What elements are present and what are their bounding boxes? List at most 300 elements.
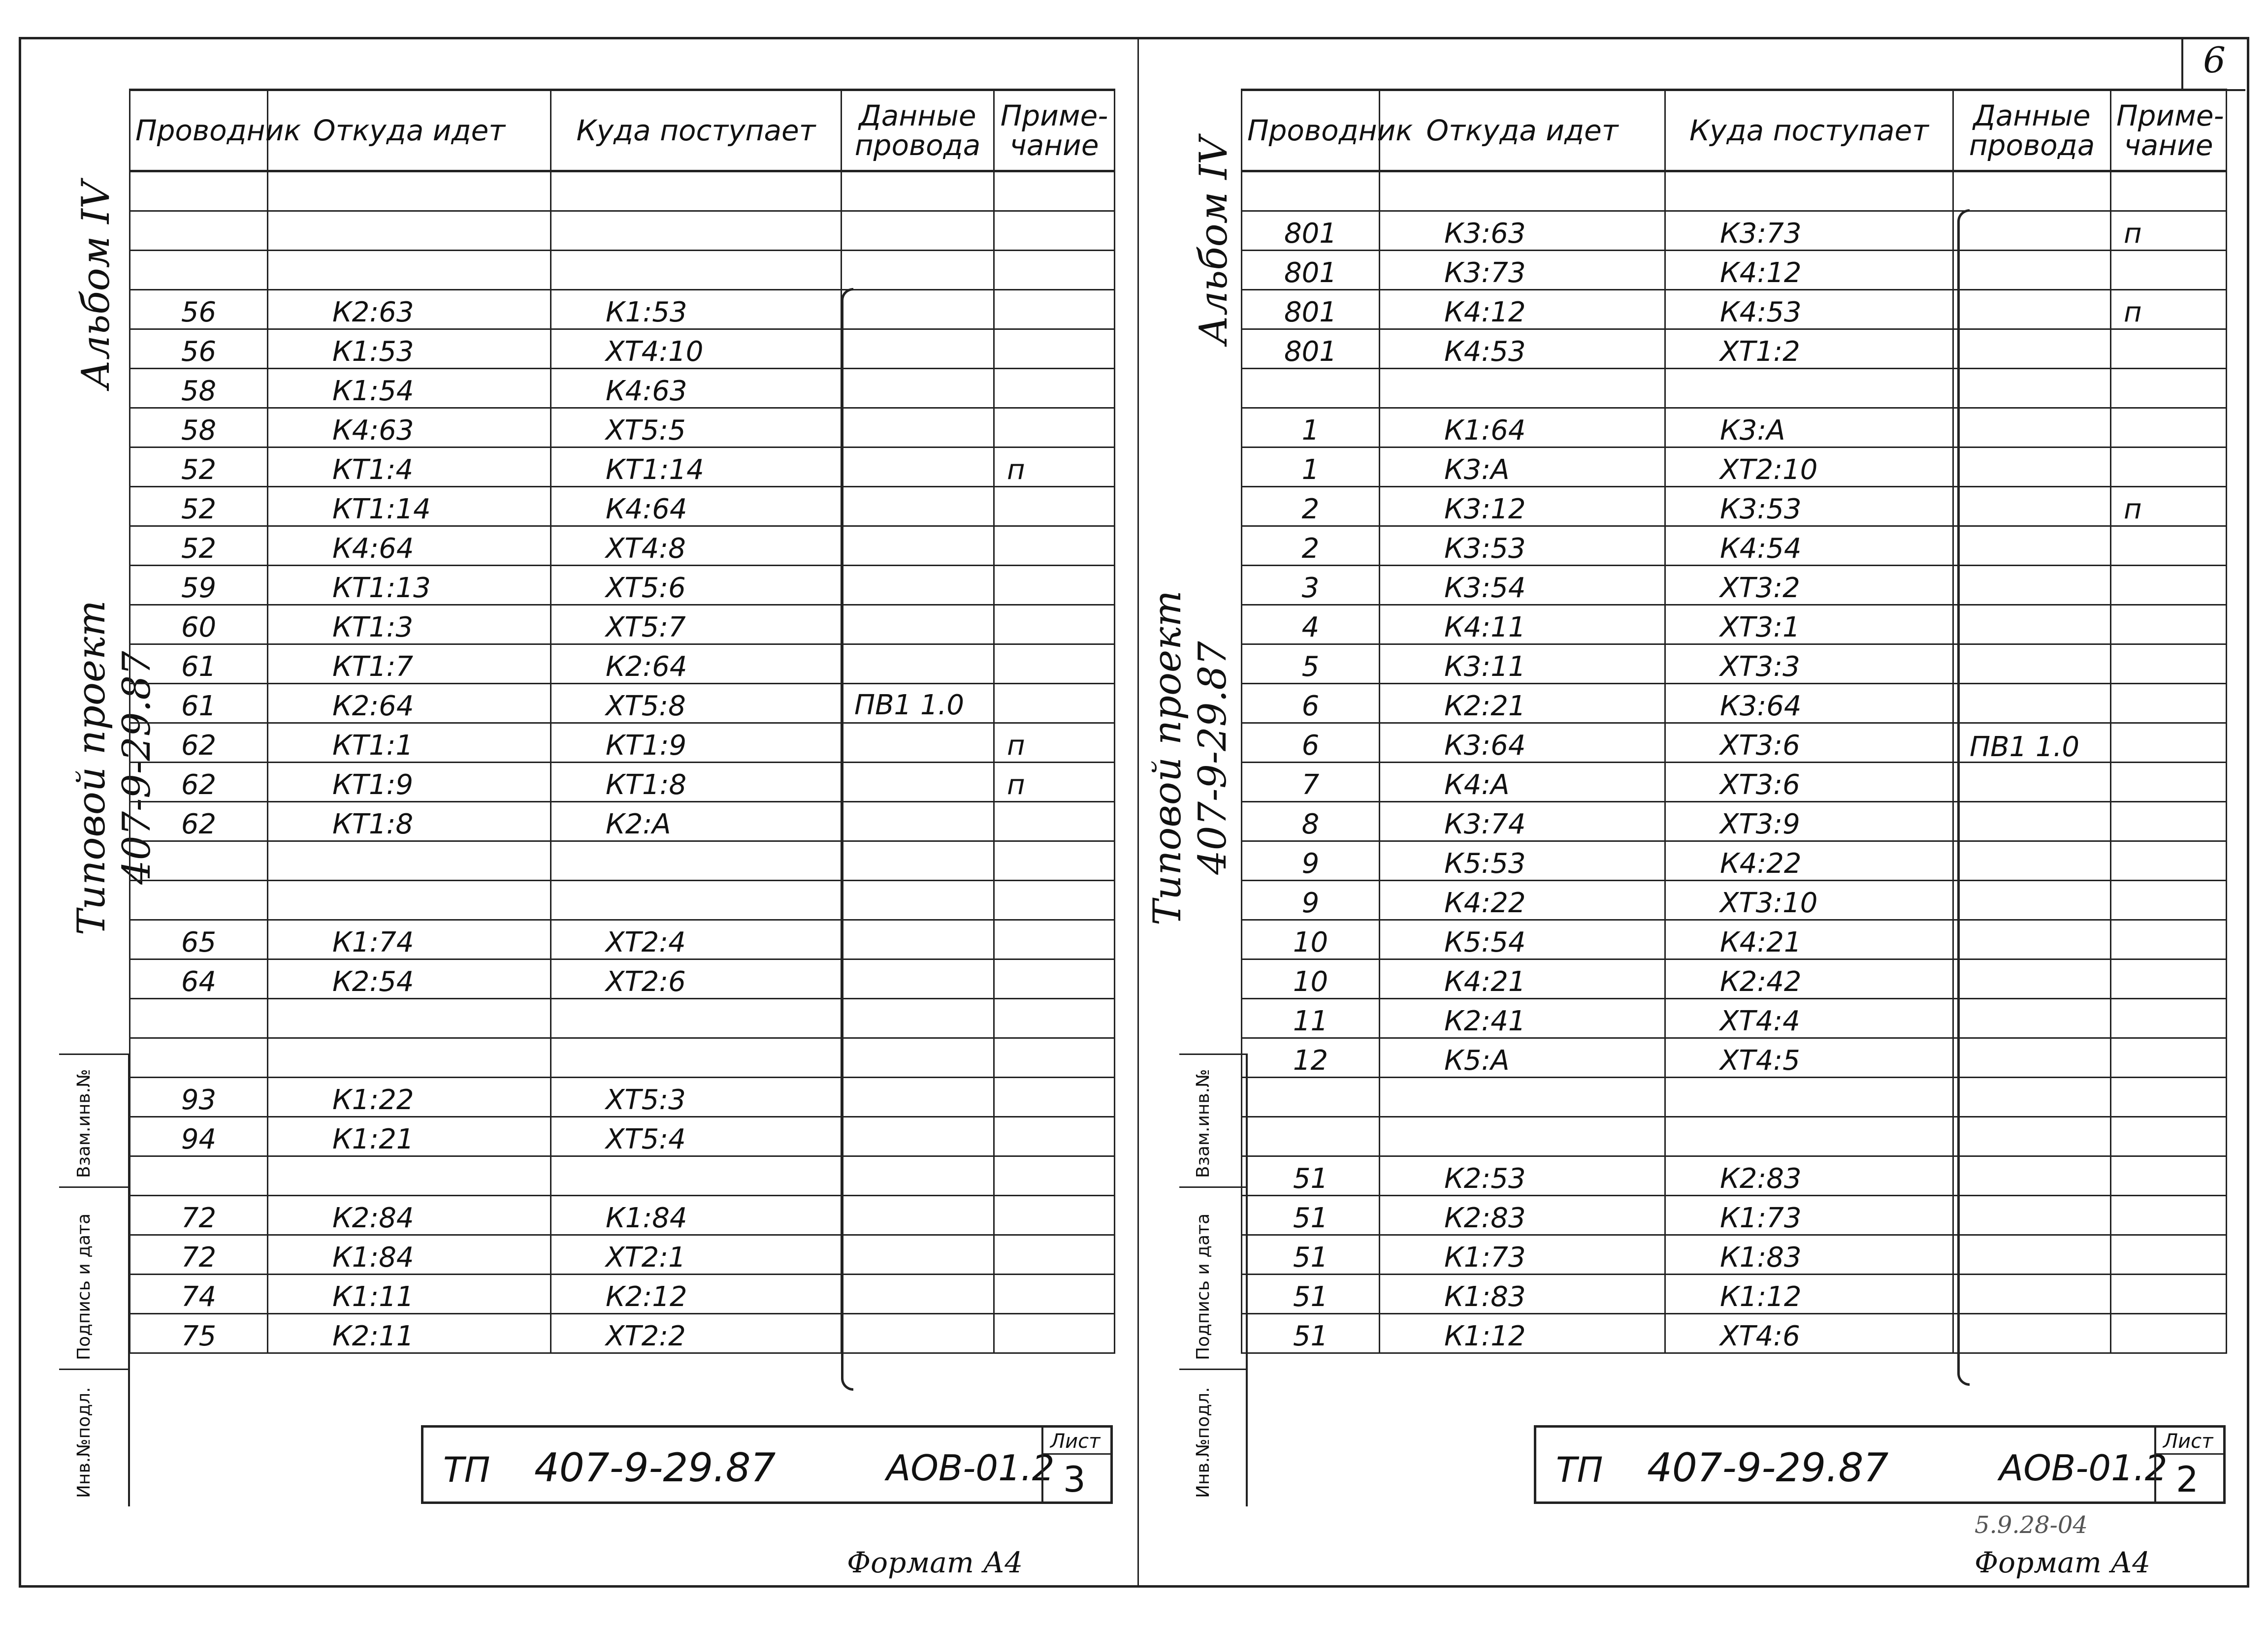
cell-from (1380, 171, 1665, 211)
tb-doc: АОВ-01.2 (1999, 1447, 2168, 1489)
cell-from: КТ1:8 (268, 802, 551, 841)
cell-from: К3:12 (1380, 487, 1665, 526)
cell-note (2111, 171, 2227, 211)
cell-conductor: 3 (1242, 566, 1380, 605)
cell-conductor: 11 (1242, 999, 1380, 1038)
wire-brace-left (841, 288, 853, 1391)
table-row (1242, 251, 2227, 290)
cell-from: К2:54 (268, 959, 551, 999)
cell-conductor (1242, 1078, 1380, 1117)
cell-wire-data (1953, 566, 2111, 605)
header-to: Куда поступает (551, 90, 842, 171)
cell-conductor: 65 (130, 920, 268, 959)
cell-conductor: 1 (1242, 447, 1380, 487)
tb-sheet-label-box: Лист (2154, 1428, 2223, 1455)
table-row (1242, 999, 2227, 1038)
cell-wire-data (842, 881, 994, 920)
cell-note (2111, 1117, 2227, 1156)
cell-conductor: 56 (130, 290, 268, 329)
cell-conductor: 51 (1242, 1314, 1380, 1353)
table-row (1242, 1235, 2227, 1275)
format-label-left: Формат А4 (847, 1546, 1023, 1579)
header-note: Приме- чание (2111, 90, 2227, 171)
cell-conductor: 51 (1242, 1156, 1380, 1196)
cell-from: К1:11 (268, 1275, 551, 1314)
cell-to: К1:12 (1665, 1275, 1953, 1314)
cell-from: К2:83 (1380, 1196, 1665, 1235)
cell-note (2111, 1314, 2227, 1353)
cell-to (551, 211, 842, 251)
cell-wire-data (842, 526, 994, 566)
header-conductor: Проводник (1242, 90, 1380, 171)
table-row (1242, 369, 2227, 408)
cell-to: К2:42 (1665, 959, 1953, 999)
cell-wire-data (1953, 290, 2111, 329)
table-row (1242, 684, 2227, 723)
cell-note (994, 644, 1115, 684)
table-row (1242, 1078, 2227, 1117)
cell-note (994, 959, 1115, 999)
cell-conductor: 6 (1242, 723, 1380, 763)
cell-wire-data (1953, 447, 2111, 487)
cell-from: К1:12 (1380, 1314, 1665, 1353)
cell-from: К5:53 (1380, 841, 1665, 881)
cell-conductor: 61 (130, 684, 268, 723)
cell-to: К1:53 (551, 290, 842, 329)
cell-from: К1:21 (268, 1117, 551, 1156)
cell-to: ХТ2:1 (551, 1235, 842, 1275)
cell-conductor: 94 (130, 1117, 268, 1156)
cell-from: К3:73 (1380, 251, 1665, 290)
cell-conductor: 6 (1242, 684, 1380, 723)
cell-note (2111, 881, 2227, 920)
cell-from: КТ1:9 (268, 763, 551, 802)
cell-conductor (1242, 1117, 1380, 1156)
table-row (130, 723, 1115, 763)
cell-note (994, 999, 1115, 1038)
cell-from: К4:12 (1380, 290, 1665, 329)
cell-conductor (130, 1038, 268, 1078)
cell-conductor: 801 (1242, 211, 1380, 251)
cell-to: К1:84 (551, 1196, 842, 1235)
cell-to: К4:22 (1665, 841, 1953, 881)
cell-conductor (1242, 369, 1380, 408)
cell-note (994, 251, 1115, 290)
cell-note (994, 920, 1115, 959)
cell-from (268, 999, 551, 1038)
table-row (1242, 1275, 2227, 1314)
cell-from: К4:53 (1380, 329, 1665, 369)
cell-wire-data (1953, 959, 2111, 999)
table-row (130, 487, 1115, 526)
cell-conductor (130, 211, 268, 251)
table-row (130, 1156, 1115, 1196)
table-row (1242, 959, 2227, 999)
cell-note: п (994, 723, 1115, 763)
table-row (130, 959, 1115, 999)
cell-to: ХТ2:2 (551, 1314, 842, 1353)
cell-to: КТ1:14 (551, 447, 842, 487)
cell-to: К3:73 (1665, 211, 1953, 251)
cell-note (994, 566, 1115, 605)
cell-note (994, 802, 1115, 841)
cell-wire-data (842, 329, 994, 369)
cell-note (2111, 369, 2227, 408)
cell-conductor: 56 (130, 329, 268, 369)
cell-wire-data (1953, 1314, 2111, 1353)
cell-to: ХТ5:3 (551, 1078, 842, 1117)
table-row (130, 1078, 1115, 1117)
table-row (130, 1314, 1115, 1353)
cell-to (551, 881, 842, 920)
cell-note (994, 211, 1115, 251)
cell-wire-data (842, 959, 994, 999)
title-block-left (421, 1425, 1113, 1504)
cell-wire-data (1953, 211, 2111, 251)
cell-wire-data (1953, 487, 2111, 526)
table-row (1242, 802, 2227, 841)
cell-to: К3:64 (1665, 684, 1953, 723)
wire-brace-label-right: ПВ1 1.0 (1970, 731, 2080, 763)
table-row (1242, 290, 2227, 329)
header-conductor: Проводник (130, 90, 268, 171)
cell-wire-data (1953, 1235, 2111, 1275)
cell-note (2111, 1038, 2227, 1078)
cell-conductor (130, 251, 268, 290)
table-row (130, 644, 1115, 684)
cell-to: К1:83 (1665, 1235, 1953, 1275)
cell-conductor: 10 (1242, 959, 1380, 999)
cell-conductor: 801 (1242, 329, 1380, 369)
cell-from (268, 251, 551, 290)
cell-from: К1:83 (1380, 1275, 1665, 1314)
stamp-cell-replace: Взам.инв.№ (59, 1053, 128, 1186)
tb-doc: АОВ-01.2 (886, 1447, 1055, 1489)
cell-conductor: 93 (130, 1078, 268, 1117)
title-block-right (1534, 1425, 2226, 1504)
cell-to (1665, 171, 1953, 211)
cell-from (1380, 369, 1665, 408)
cell-conductor: 9 (1242, 881, 1380, 920)
cell-wire-data (1953, 920, 2111, 959)
cell-conductor: 51 (1242, 1275, 1380, 1314)
cell-wire-data (842, 251, 994, 290)
table-row (130, 605, 1115, 644)
cell-from (268, 171, 551, 211)
project-type-text: Типовой проект (1145, 590, 1190, 926)
cell-from: К1:73 (1380, 1235, 1665, 1275)
cell-from (268, 841, 551, 881)
cell-from: КТ1:13 (268, 566, 551, 605)
cell-to: ХТ4:5 (1665, 1038, 1953, 1078)
cell-wire-data (842, 920, 994, 959)
cell-to: ХТ5:7 (551, 605, 842, 644)
table-row (1242, 487, 2227, 526)
table-row (130, 526, 1115, 566)
cell-note (2111, 408, 2227, 447)
table-row (1242, 526, 2227, 566)
cell-to: К2:64 (551, 644, 842, 684)
table-row (130, 881, 1115, 920)
cell-from: К5:54 (1380, 920, 1665, 959)
cell-to: ХТ5:4 (551, 1117, 842, 1156)
cell-from: К4:63 (268, 408, 551, 447)
cell-wire-data (1953, 1156, 2111, 1196)
table-row (130, 920, 1115, 959)
cell-wire-data (842, 644, 994, 684)
cell-conductor (130, 171, 268, 211)
cell-conductor (130, 1156, 268, 1196)
cell-wire-data (1953, 1196, 2111, 1235)
cell-from: К3:54 (1380, 566, 1665, 605)
table-row (1242, 881, 2227, 920)
table-row (130, 566, 1115, 605)
cell-conductor: 62 (130, 723, 268, 763)
cell-note (994, 1196, 1115, 1235)
cell-note (994, 487, 1115, 526)
table-row (130, 1038, 1115, 1078)
cell-to: КТ1:8 (551, 763, 842, 802)
cell-to: К4:63 (551, 369, 842, 408)
table-row (130, 211, 1115, 251)
cell-conductor: 60 (130, 605, 268, 644)
cell-conductor: 52 (130, 487, 268, 526)
cell-to: К4:64 (551, 487, 842, 526)
cell-from: К3:64 (1380, 723, 1665, 763)
cell-to: ХТ5:6 (551, 566, 842, 605)
cell-conductor: 1 (1242, 408, 1380, 447)
cell-to: ХТ2:6 (551, 959, 842, 999)
cell-to: ХТ3:10 (1665, 881, 1953, 920)
cell-to: К4:53 (1665, 290, 1953, 329)
stamp-cell-sign: Подпись и дата (1179, 1186, 1246, 1369)
table-row (1242, 605, 2227, 644)
cell-wire-data (1953, 644, 2111, 684)
cell-conductor: 2 (1242, 487, 1380, 526)
cell-to: ХТ5:5 (551, 408, 842, 447)
cell-conductor: 8 (1242, 802, 1380, 841)
cell-note (994, 1117, 1115, 1156)
cell-from (268, 881, 551, 920)
cell-to: ХТ2:4 (551, 920, 842, 959)
cell-wire-data (842, 802, 994, 841)
cell-note (994, 684, 1115, 723)
table-row (1242, 1156, 2227, 1196)
cell-from: КТ1:4 (268, 447, 551, 487)
cell-wire-data (842, 1156, 994, 1196)
cell-from: К2:64 (268, 684, 551, 723)
cell-wire-data (1953, 605, 2111, 644)
cell-to: ХТ4:4 (1665, 999, 1953, 1038)
cell-from: К3:74 (1380, 802, 1665, 841)
cell-to: К4:54 (1665, 526, 1953, 566)
cell-conductor: 4 (1242, 605, 1380, 644)
cell-wire-data (1953, 171, 2111, 211)
format-label-right: Формат А4 (1975, 1546, 2151, 1579)
tb-sheet-label-box: Лист (1041, 1428, 1110, 1455)
cell-from: К1:22 (268, 1078, 551, 1117)
cell-from: К4:А (1380, 763, 1665, 802)
cell-from: К1:54 (268, 369, 551, 408)
cell-to (1665, 369, 1953, 408)
project-label-right (1145, 590, 1235, 926)
cell-from: К4:22 (1380, 881, 1665, 920)
cell-to: К3:А (1665, 408, 1953, 447)
cell-from: К2:11 (268, 1314, 551, 1353)
cell-conductor: 9 (1242, 841, 1380, 881)
cell-wire-data (842, 1235, 994, 1275)
cell-note (2111, 1156, 2227, 1196)
cell-to (1665, 1117, 1953, 1156)
cell-conductor: 58 (130, 408, 268, 447)
cell-from: К3:11 (1380, 644, 1665, 684)
cell-from: КТ1:7 (268, 644, 551, 684)
cell-conductor: 58 (130, 369, 268, 408)
table-row (130, 1117, 1115, 1156)
cell-wire-data (1953, 802, 2111, 841)
cell-note (2111, 1196, 2227, 1235)
cell-from: К1:74 (268, 920, 551, 959)
stamp-cell-sign: Подпись и дата (59, 1186, 128, 1369)
page-number: 6 (2203, 39, 2226, 81)
cell-conductor: 801 (1242, 290, 1380, 329)
cell-to: ХТ4:6 (1665, 1314, 1953, 1353)
cell-conductor: 10 (1242, 920, 1380, 959)
stamp-cell-replace: Взам.инв.№ (1179, 1053, 1246, 1186)
cell-wire-data (1953, 1117, 2111, 1156)
cell-wire-data (1953, 1275, 2111, 1314)
cell-to: ХТ2:10 (1665, 447, 1953, 487)
project-type-text: Типовой проект (69, 600, 114, 935)
cell-from: К3:63 (1380, 211, 1665, 251)
tb-sheet-box: 3 (1041, 1455, 1110, 1501)
table-row (130, 999, 1115, 1038)
cell-wire-data (842, 763, 994, 802)
table-row (1242, 566, 2227, 605)
cell-wire-data (842, 1196, 994, 1235)
cell-note (994, 1078, 1115, 1117)
tb-tp: ТП (443, 1450, 490, 1490)
cell-conductor: 62 (130, 802, 268, 841)
cell-conductor: 5 (1242, 644, 1380, 684)
cell-to: ХТ4:10 (551, 329, 842, 369)
cell-from: К1:64 (1380, 408, 1665, 447)
stamp-cell-inv: Инв.№подл. (59, 1369, 128, 1506)
cell-to (1665, 1078, 1953, 1117)
table-row (1242, 211, 2227, 251)
cell-wire-data (842, 723, 994, 763)
cell-from (1380, 1117, 1665, 1156)
cell-from: К2:21 (1380, 684, 1665, 723)
cell-wire-data (1953, 841, 2111, 881)
cell-note (2111, 841, 2227, 881)
cell-wire-data (1953, 684, 2111, 723)
cell-note (2111, 329, 2227, 369)
table-row (130, 684, 1115, 723)
page-number-box (2181, 39, 2245, 91)
cell-note (2111, 644, 2227, 684)
header-wire-data: Данные провода (1953, 90, 2111, 171)
table-row (1242, 408, 2227, 447)
cell-conductor: 59 (130, 566, 268, 605)
cell-note (2111, 684, 2227, 723)
cell-note (2111, 1078, 2227, 1117)
cell-to: К2:83 (1665, 1156, 1953, 1196)
table-row (1242, 841, 2227, 881)
table-row (1242, 447, 2227, 487)
cell-wire-data (842, 171, 994, 211)
header-from: Откуда идет (268, 90, 551, 171)
header-wire-data: Данные провода (842, 90, 994, 171)
cell-note (2111, 999, 2227, 1038)
cell-from: К1:84 (268, 1235, 551, 1275)
cell-note (994, 1275, 1115, 1314)
header-to: Куда поступает (1665, 90, 1953, 171)
cell-conductor: 72 (130, 1196, 268, 1235)
cell-note (2111, 1235, 2227, 1275)
tb-tp: ТП (1556, 1450, 1603, 1490)
cell-wire-data (842, 1275, 994, 1314)
cell-to: КТ1:9 (551, 723, 842, 763)
cell-from: К2:63 (268, 290, 551, 329)
album-label-right: Альбом IV (1192, 136, 1236, 345)
cell-note (2111, 920, 2227, 959)
table-header (130, 90, 1115, 171)
cell-note: п (2111, 487, 2227, 526)
table-row (130, 447, 1115, 487)
table-row (1242, 920, 2227, 959)
header-note: Приме- чание (994, 90, 1115, 171)
cell-wire-data (1953, 1078, 2111, 1117)
cell-from (268, 211, 551, 251)
wire-brace-label-left: ПВ1 1.0 (854, 689, 965, 721)
cell-to: К1:73 (1665, 1196, 1953, 1235)
cell-to: К4:12 (1665, 251, 1953, 290)
table-row (130, 290, 1115, 329)
cell-wire-data (842, 999, 994, 1038)
cell-to (551, 841, 842, 881)
cell-note (994, 526, 1115, 566)
table-row (130, 171, 1115, 211)
cell-conductor: 64 (130, 959, 268, 999)
cell-wire-data (1953, 526, 2111, 566)
cell-wire-data (842, 487, 994, 526)
cell-to: ХТ3:1 (1665, 605, 1953, 644)
cell-note (2111, 566, 2227, 605)
cell-conductor: 801 (1242, 251, 1380, 290)
cell-wire-data (842, 1078, 994, 1117)
project-code-text: 407-9-29.87 (115, 651, 159, 885)
cell-to: ХТ1:2 (1665, 329, 1953, 369)
table-row (1242, 329, 2227, 369)
cell-note (2111, 1275, 2227, 1314)
tb-project: 407-9-29.87 (534, 1445, 776, 1491)
cell-note: п (994, 763, 1115, 802)
cell-note (994, 1235, 1115, 1275)
cell-wire-data (842, 1117, 994, 1156)
cell-note (2111, 526, 2227, 566)
cell-note (994, 329, 1115, 369)
cell-conductor (1242, 171, 1380, 211)
cell-conductor: 2 (1242, 526, 1380, 566)
cell-wire-data (1953, 763, 2111, 802)
project-code-text: 407-9-29.87 (1191, 641, 1235, 875)
cell-conductor: 52 (130, 447, 268, 487)
table-row (1242, 1038, 2227, 1078)
cell-from: КТ1:3 (268, 605, 551, 644)
cell-note (994, 408, 1115, 447)
cell-to: ХТ3:3 (1665, 644, 1953, 684)
